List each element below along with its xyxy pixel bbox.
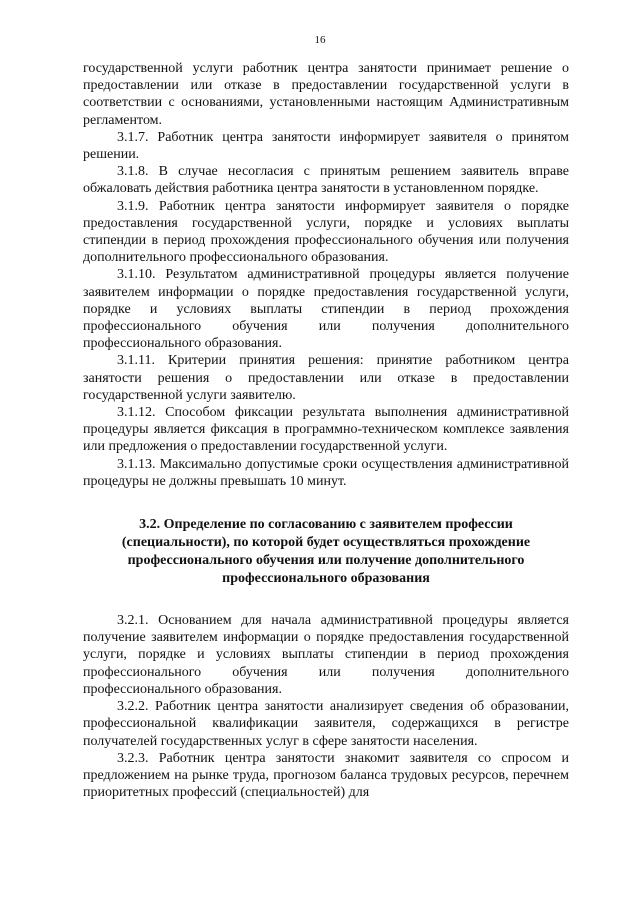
paragraph: государственной услуги работник центра занятости принимает решение о предоставлении или отказе в предоставлении государственной услуги в соответствии с основаниями, установленными настоящим Административным регламентом. [83,61,569,128]
paragraph: 3.1.12. Способом фиксации результата выполнения административной процедуры является фиксация в программно-техническом комплексе заявления или предложения о предоставлении государственной услуги. [83,405,569,455]
page-number: 16 [314,34,326,46]
paragraph: 3.1.13. Максимально допустимые сроки осуществления административной процедуры не должны превышать 10 минут. [83,456,569,489]
paragraph: 3.1.8. В случае несогласия с принятым решением заявитель вправе обжаловать действия работника центра занятости в установленном порядке. [83,164,569,197]
paragraph: 3.1.9. Работник центра занятости информирует заявителя о порядке предоставления государственной услуги, порядке и условиях выплаты стипендии в период прохождения профессионального обучения или получения дополнительного профессионального образования. [83,198,569,266]
paragraphs-top [83,60,569,490]
paragraph: 3.2.2. Работник центра занятости анализирует сведения об образовании, профессиональной квалификации заявителя, содержащихся в регистре получателей государственных услуг в сфере занятости населения. [83,699,569,749]
paragraph: 3.1.7. Работник центра занятости информирует заявителя о принятом решении. [83,129,569,163]
paragraph: 3.2.1. Основанием для начала административной процедуры является получение заявителем информации о порядке предоставления государственной услуги, порядке и условиях выплаты стипендии в период прохождения профессионального обучения или получения дополнительного профессионального образования. [83,613,569,697]
document-body [83,60,569,801]
section-title: 3.2. Определение по согласованию с заявителем профессии (специальности), по которой будет осуществляться прохождение профессионального обучения или получение дополнительного профессионального образования [121,517,531,587]
paragraphs-bottom [83,612,569,801]
paragraph: 3.2.3. Работник центра занятости знакомит заявителя со спросом и предложением на рынке труда, прогнозом баланса трудовых ресурсов, перечнем приоритетных профессий (специальностей) для [83,750,569,801]
paragraph: 3.1.10. Результатом административной процедуры является получение заявителем информации о порядке предоставления государственной услуги, порядке и условиях выплаты стипендии в период прохождения профессионального обучения или получения дополнительного профессионального образования. [83,267,569,352]
paragraph: 3.1.11. Критерии принятия решения: принятие работником центра занятости решения о предоставлении или отказе в предоставлении государственной услуги заявителю. [83,353,569,403]
